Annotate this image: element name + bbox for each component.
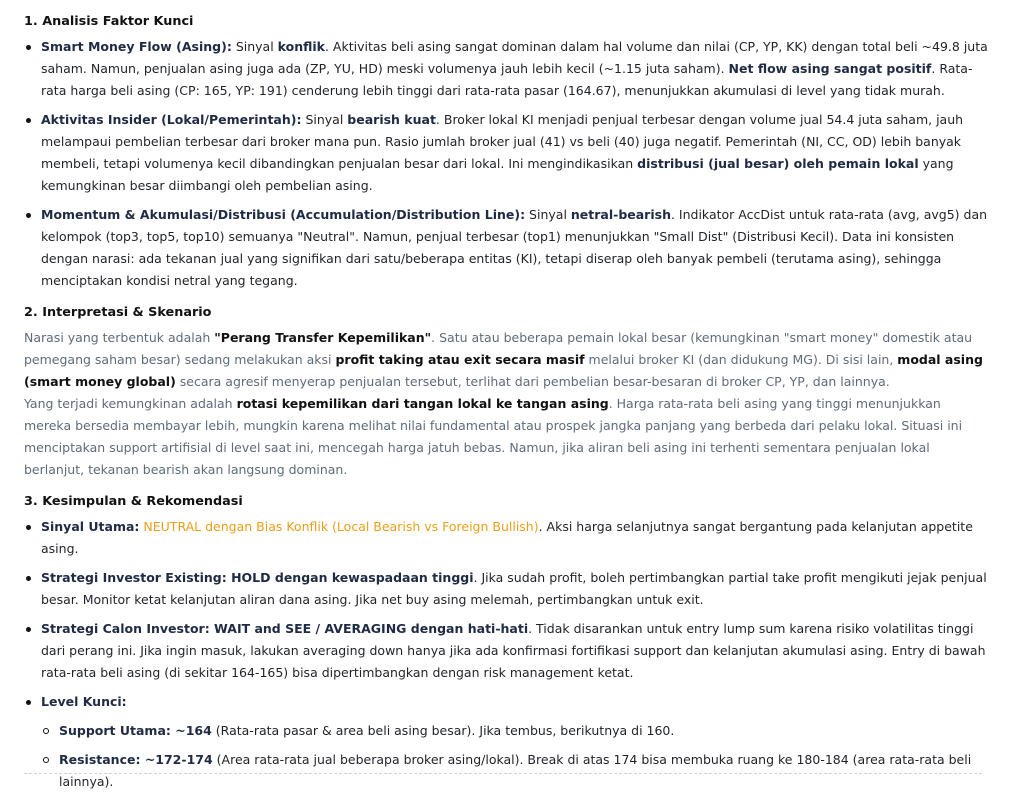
item-label: Momentum & Akumulasi/Distribusi (Accumulation/Distribution Line): [41,207,526,222]
interpretation-paragraph: Narasi yang terbentuk adalah "Perang Transfer Kepemilikan". Satu atau beberapa pemain lokal besar (kemungkinan "smart money" domestik atau pemegang saham besar) sedang melakukan aksi profit taking atau exit secara masif melalui broker KI (dan didukung MG). Di sisi lain, modal asing (smart money global) secara agresif menyerap penjualan tersebut, terlihat dari pembelian besar-besaran di broker CP, YP, dan lainnya. Yang terjadi kemungkinan adalah rotasi kepemilikan dari tangan lokal ke tangan asing. Harga rata-rata beli asing yang tinggi menunjukkan mereka bersedia membayar lebih, mungkin karena melihat nilai fundamental atau prospek jangka panjang yang berbeda dari pelaku lokal. Situasi ini menciptakan support artifisial di level saat ini, mencegah harga jatuh bebas. Namun, jika aliran beli asing ini terhenti sementara penjualan lokal berlanjut, tekanan bearish akan langsung dominan. [24,330,983,477]
key-levels-sublist [41,720,988,793]
item-label: Level Kunci: [41,694,127,709]
list-item-existing-investor: Strategi Investor Existing: HOLD dengan kewaspadaan tinggi. Jika sudah profit, boleh pertimbangkan partial take profit mengikuti jejak penjual besar. Monitor ketat kelanjutan aliran dana asing. Jika net buy asing melemah, pertimbangkan untuk exit. [24,567,988,611]
signal-highlight: NEUTRAL dengan Bias Konflik (Local Bearish vs Foreign Bullish) [139,519,539,534]
list-item-smart-money-flow: Smart Money Flow (Asing): Sinyal konflik. Aktivitas beli asing sangat dominan dalam hal volume dan nilai (CP, YP, KK) dengan total beli ~49.8 juta saham. Namun, penjualan asing juga ada (ZP, YU, HD) meski volumenya jauh lebih kecil (~1.15 juta saham). Net flow asing sangat positif. Rata-rata harga beli asing (CP: 165, YP: 191) cenderung lebih tinggi dari rata-rata pasar (164.67), menunjukkan akumulasi di level yang tidak murah. [24,36,988,102]
list-item-insider-activity: Aktivitas Insider (Lokal/Pemerintah): Sinyal bearish kuat. Broker lokal KI menjadi penjual terbesar dengan volume jual 54.4 juta saham, jauh melampaui pembelian terbesar dari broker mana pun. Rasio jumlah broker jual (41) vs beli (40) juga negatif. Pemerintah (NI, CC, OD) lebih banyak membeli, tetapi volumenya kecil dibandingkan penjualan besar dari lokal. Ini mengindikasikan distribusi (jual besar) oleh pemain lokal yang kemungkinan besar diimbangi oleh pembelian asing. [24,109,988,197]
section-heading-key-factors: 1. Analisis Faktor Kunci [24,14,194,29]
sublist-item-resistance: Resistance: ~172-174 (Area rata-rata jual beberapa broker asing/lokal). Break di atas 174 bisa membuka ruang ke 180-184 (area rata-rata beli lainnya). [41,749,988,793]
sublist-item-support: Support Utama: ~164 (Rata-rata pasar & area beli asing besar). Jika tembus, berikutnya di 160. [41,720,988,742]
recommendations-list [24,516,988,793]
item-label: Smart Money Flow (Asing): [41,39,232,54]
item-label: Strategi Investor Existing: HOLD dengan kewaspadaan tinggi [41,570,474,585]
dashed-divider [24,773,982,774]
item-label: Strategi Calon Investor: WAIT and SEE / AVERAGING dengan hati-hati [41,621,529,636]
item-label: Aktivitas Insider (Lokal/Pemerintah): [41,112,302,127]
section-heading-interpretation: 2. Interpretasi & Skenario [24,305,212,320]
list-item-momentum: Momentum & Akumulasi/Distribusi (Accumulation/Distribution Line): Sinyal netral-bearish. Indikator AccDist untuk rata-rata (avg, avg5) dan kelompok (top3, top5, top10) semuanya "Neutral". Namun, penjual terbesar (top1) menunjukkan "Small Dist" (Distribusi Kecil). Data ini konsisten dengan narasi: ada tekanan jual yang signifikan dari satu/beberapa entitas (KI), tetapi diserap oleh banyak pembeli (terutama asing), sehingga menciptakan kondisi netral yang tegang. [24,204,988,292]
list-item-key-levels [24,691,988,793]
key-factors-list [24,36,988,292]
list-item-main-signal: Sinyal Utama: NEUTRAL dengan Bias Konflik (Local Bearish vs Foreign Bullish). Aksi harga selanjutnya sangat bergantung pada kelanjutan appetite asing. [24,516,988,560]
section-heading-conclusion: 3. Kesimpulan & Rekomendasi [24,494,243,509]
item-label: Sinyal Utama: [41,519,140,534]
list-item-prospective-investor: Strategi Calon Investor: WAIT and SEE / AVERAGING dengan hati-hati. Tidak disarankan untuk entry lump sum karena risiko volatilitas tinggi dari perang ini. Jika ingin masuk, lakukan averaging down hanya jika ada konfirmasi fortifikasi support dan kelanjutan akumulasi asing. Entry di bawah rata-rata beli asing (di sekitar 164-165) bisa dipertimbangkan dengan risk management ketat. [24,618,988,684]
